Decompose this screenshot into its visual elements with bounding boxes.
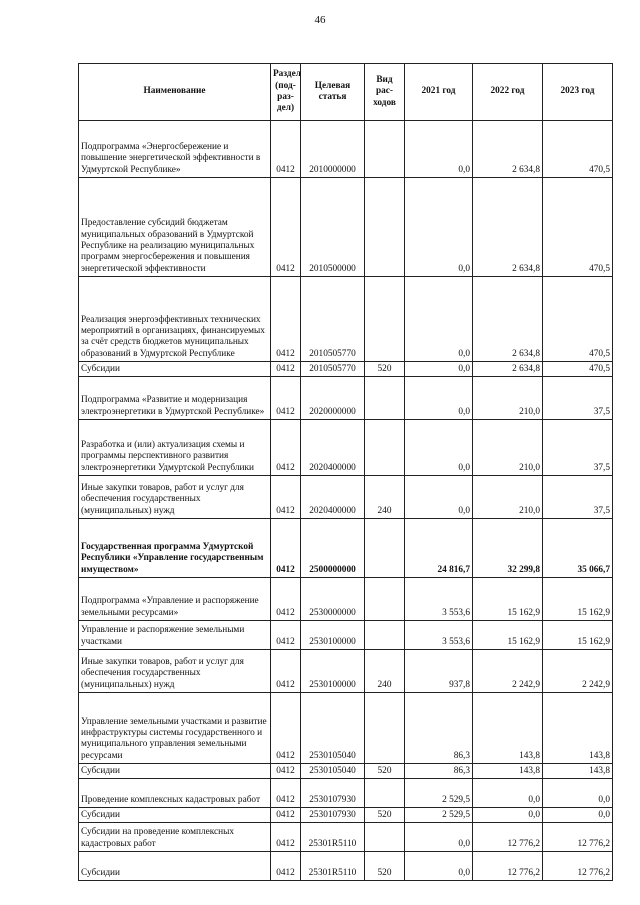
row-2021: 0,0 bbox=[405, 823, 473, 852]
row-name: Субсидии bbox=[79, 808, 271, 823]
row-razdel: 0412 bbox=[271, 650, 301, 693]
row-2022: 2 634,8 bbox=[473, 121, 543, 178]
row-2023: 12 776,2 bbox=[543, 823, 613, 852]
header-2021: 2021 год bbox=[405, 64, 473, 121]
row-statya: 2010000000 bbox=[301, 121, 365, 178]
row-2021: 0,0 bbox=[405, 362, 473, 377]
row-2022: 143,8 bbox=[473, 764, 543, 779]
row-vid bbox=[365, 693, 405, 764]
row-2022: 210,0 bbox=[473, 476, 543, 519]
row-2021: 0,0 bbox=[405, 178, 473, 277]
row-2021: 937,8 bbox=[405, 650, 473, 693]
row-2022: 210,0 bbox=[473, 377, 543, 420]
row-vid bbox=[365, 420, 405, 476]
row-razdel: 0412 bbox=[271, 277, 301, 362]
table-row bbox=[79, 121, 613, 178]
row-2021: 0,0 bbox=[405, 420, 473, 476]
row-razdel: 0412 bbox=[271, 178, 301, 277]
row-razdel: 0412 bbox=[271, 808, 301, 823]
row-2022: 2 634,8 bbox=[473, 277, 543, 362]
row-razdel: 0412 bbox=[271, 693, 301, 764]
row-statya: 2530107930 bbox=[301, 808, 365, 823]
row-2023: 0,0 bbox=[543, 808, 613, 823]
table-row bbox=[79, 277, 613, 362]
row-statya: 2530105040 bbox=[301, 764, 365, 779]
row-statya: 2010505770 bbox=[301, 277, 365, 362]
row-statya: 2020000000 bbox=[301, 377, 365, 420]
table-row bbox=[79, 377, 613, 420]
row-razdel: 0412 bbox=[271, 852, 301, 881]
table-row bbox=[79, 362, 613, 377]
row-2021: 0,0 bbox=[405, 476, 473, 519]
row-2023: 143,8 bbox=[543, 693, 613, 764]
row-2022: 0,0 bbox=[473, 808, 543, 823]
row-2023: 470,5 bbox=[543, 121, 613, 178]
header-statya: Целевая статья bbox=[301, 64, 365, 121]
row-2021: 3 553,6 bbox=[405, 578, 473, 621]
row-razdel: 0412 bbox=[271, 823, 301, 852]
table-header-row bbox=[79, 64, 613, 121]
row-2022: 15 162,9 bbox=[473, 578, 543, 621]
row-razdel: 0412 bbox=[271, 764, 301, 779]
row-razdel: 0412 bbox=[271, 621, 301, 650]
row-2023: 470,5 bbox=[543, 277, 613, 362]
row-vid bbox=[365, 823, 405, 852]
row-statya: 2530100000 bbox=[301, 621, 365, 650]
row-statya: 2530100000 bbox=[301, 650, 365, 693]
row-2023: 15 162,9 bbox=[543, 621, 613, 650]
row-2022: 12 776,2 bbox=[473, 852, 543, 881]
row-name: Иные закупки товаров, работ и услуг для обеспечения государственных (муниципальных) нужд bbox=[79, 476, 271, 519]
row-2023: 0,0 bbox=[543, 779, 613, 808]
table-row bbox=[79, 650, 613, 693]
header-2023: 2023 год bbox=[543, 64, 613, 121]
header-2022: 2022 год bbox=[473, 64, 543, 121]
row-2021: 86,3 bbox=[405, 764, 473, 779]
row-2023: 470,5 bbox=[543, 178, 613, 277]
row-name: Управление земельными участками и развитие инфраструктуры системы государственного и муниципального управления земельными ресурсами bbox=[79, 693, 271, 764]
row-razdel: 0412 bbox=[271, 519, 301, 578]
row-razdel: 0412 bbox=[271, 420, 301, 476]
row-vid: 520 bbox=[365, 362, 405, 377]
row-2022: 2 634,8 bbox=[473, 178, 543, 277]
table-row bbox=[79, 621, 613, 650]
row-2023: 37,5 bbox=[543, 377, 613, 420]
row-statya: 25301R5110 bbox=[301, 823, 365, 852]
table-row bbox=[79, 476, 613, 519]
row-name: Субсидии на проведение комплексных кадастровых работ bbox=[79, 823, 271, 852]
row-vid bbox=[365, 779, 405, 808]
table-row bbox=[79, 823, 613, 852]
row-2021: 86,3 bbox=[405, 693, 473, 764]
row-razdel: 0412 bbox=[271, 377, 301, 420]
row-name: Управление и распоряжение земельными участками bbox=[79, 621, 271, 650]
row-2023: 143,8 bbox=[543, 764, 613, 779]
row-razdel: 0412 bbox=[271, 121, 301, 178]
row-2022: 2 634,8 bbox=[473, 362, 543, 377]
row-vid bbox=[365, 578, 405, 621]
row-name: Подпрограмма «Развитие и модернизация электроэнергетики в Удмуртской Республике» bbox=[79, 377, 271, 420]
row-2021: 0,0 bbox=[405, 277, 473, 362]
row-vid: 520 bbox=[365, 852, 405, 881]
row-statya: 2530107930 bbox=[301, 779, 365, 808]
row-statya: 2020400000 bbox=[301, 420, 365, 476]
row-statya: 2010500000 bbox=[301, 178, 365, 277]
row-vid bbox=[365, 277, 405, 362]
row-2021: 2 529,5 bbox=[405, 808, 473, 823]
budget-table bbox=[78, 63, 613, 881]
row-name: Подпрограмма «Управление и распоряжение земельными ресурсами» bbox=[79, 578, 271, 621]
row-razdel: 0412 bbox=[271, 476, 301, 519]
row-name: Государственная программа Удмуртской Республики «Управление государственным имуществом» bbox=[79, 519, 271, 578]
table-row bbox=[79, 519, 613, 578]
row-name: Субсидии bbox=[79, 362, 271, 377]
table-row bbox=[79, 178, 613, 277]
row-name: Разработка и (или) актуализация схемы и программы перспективного развития электроэнергетики Удмуртской Республики bbox=[79, 420, 271, 476]
row-2022: 143,8 bbox=[473, 693, 543, 764]
row-vid: 240 bbox=[365, 476, 405, 519]
row-2023: 12 776,2 bbox=[543, 852, 613, 881]
row-statya: 2500000000 bbox=[301, 519, 365, 578]
row-name: Реализация энергоэффективных технических мероприятий в организациях, финансируемых за счёт средств бюджетов муниципальных образований в Удмуртской Республике bbox=[79, 277, 271, 362]
row-vid: 520 bbox=[365, 808, 405, 823]
row-2021: 3 553,6 bbox=[405, 621, 473, 650]
table-row bbox=[79, 764, 613, 779]
row-vid: 520 bbox=[365, 764, 405, 779]
table-row bbox=[79, 852, 613, 881]
row-statya: 25301R5110 bbox=[301, 852, 365, 881]
header-name: Наименование bbox=[79, 64, 271, 121]
table-row bbox=[79, 578, 613, 621]
row-2023: 37,5 bbox=[543, 420, 613, 476]
row-statya: 2010505770 bbox=[301, 362, 365, 377]
table-row bbox=[79, 420, 613, 476]
row-2021: 0,0 bbox=[405, 377, 473, 420]
header-razdel: Раздел (под-раз-дел) bbox=[271, 64, 301, 121]
row-name: Субсидии bbox=[79, 852, 271, 881]
row-2021: 2 529,5 bbox=[405, 779, 473, 808]
row-2022: 2 242,9 bbox=[473, 650, 543, 693]
row-2022: 210,0 bbox=[473, 420, 543, 476]
row-2022: 12 776,2 bbox=[473, 823, 543, 852]
row-statya: 2530105040 bbox=[301, 693, 365, 764]
page-number: 46 bbox=[314, 14, 326, 26]
row-name: Субсидии bbox=[79, 764, 271, 779]
row-2023: 37,5 bbox=[543, 476, 613, 519]
row-vid bbox=[365, 519, 405, 578]
row-statya: 2020400000 bbox=[301, 476, 365, 519]
row-2021: 0,0 bbox=[405, 852, 473, 881]
row-2022: 15 162,9 bbox=[473, 621, 543, 650]
row-2021: 0,0 bbox=[405, 121, 473, 178]
row-2023: 2 242,9 bbox=[543, 650, 613, 693]
row-name: Подпрограмма «Энергосбережение и повышение энергетической эффективности в Удмуртской Республике» bbox=[79, 121, 271, 178]
table-row bbox=[79, 779, 613, 808]
row-2022: 0,0 bbox=[473, 779, 543, 808]
row-2022: 32 299,8 bbox=[473, 519, 543, 578]
row-razdel: 0412 bbox=[271, 362, 301, 377]
row-2021: 24 816,7 bbox=[405, 519, 473, 578]
row-name: Иные закупки товаров, работ и услуг для обеспечения государственных (муниципальных) нужд bbox=[79, 650, 271, 693]
row-vid bbox=[365, 178, 405, 277]
row-2023: 470,5 bbox=[543, 362, 613, 377]
row-vid: 240 bbox=[365, 650, 405, 693]
row-2023: 15 162,9 bbox=[543, 578, 613, 621]
table-row bbox=[79, 808, 613, 823]
row-name: Проведение комплексных кадастровых работ bbox=[79, 779, 271, 808]
table-row bbox=[79, 693, 613, 764]
row-statya: 2530000000 bbox=[301, 578, 365, 621]
row-name: Предоставление субсидий бюджетам муниципальных образований в Удмуртской Республике на реализацию муниципальных программ энергосбережения и повышения энергетической эффективности bbox=[79, 178, 271, 277]
row-2023: 35 066,7 bbox=[543, 519, 613, 578]
row-vid bbox=[365, 621, 405, 650]
row-vid bbox=[365, 377, 405, 420]
header-vid: Вид рас-ходов bbox=[365, 64, 405, 121]
row-razdel: 0412 bbox=[271, 779, 301, 808]
row-vid bbox=[365, 121, 405, 178]
row-razdel: 0412 bbox=[271, 578, 301, 621]
